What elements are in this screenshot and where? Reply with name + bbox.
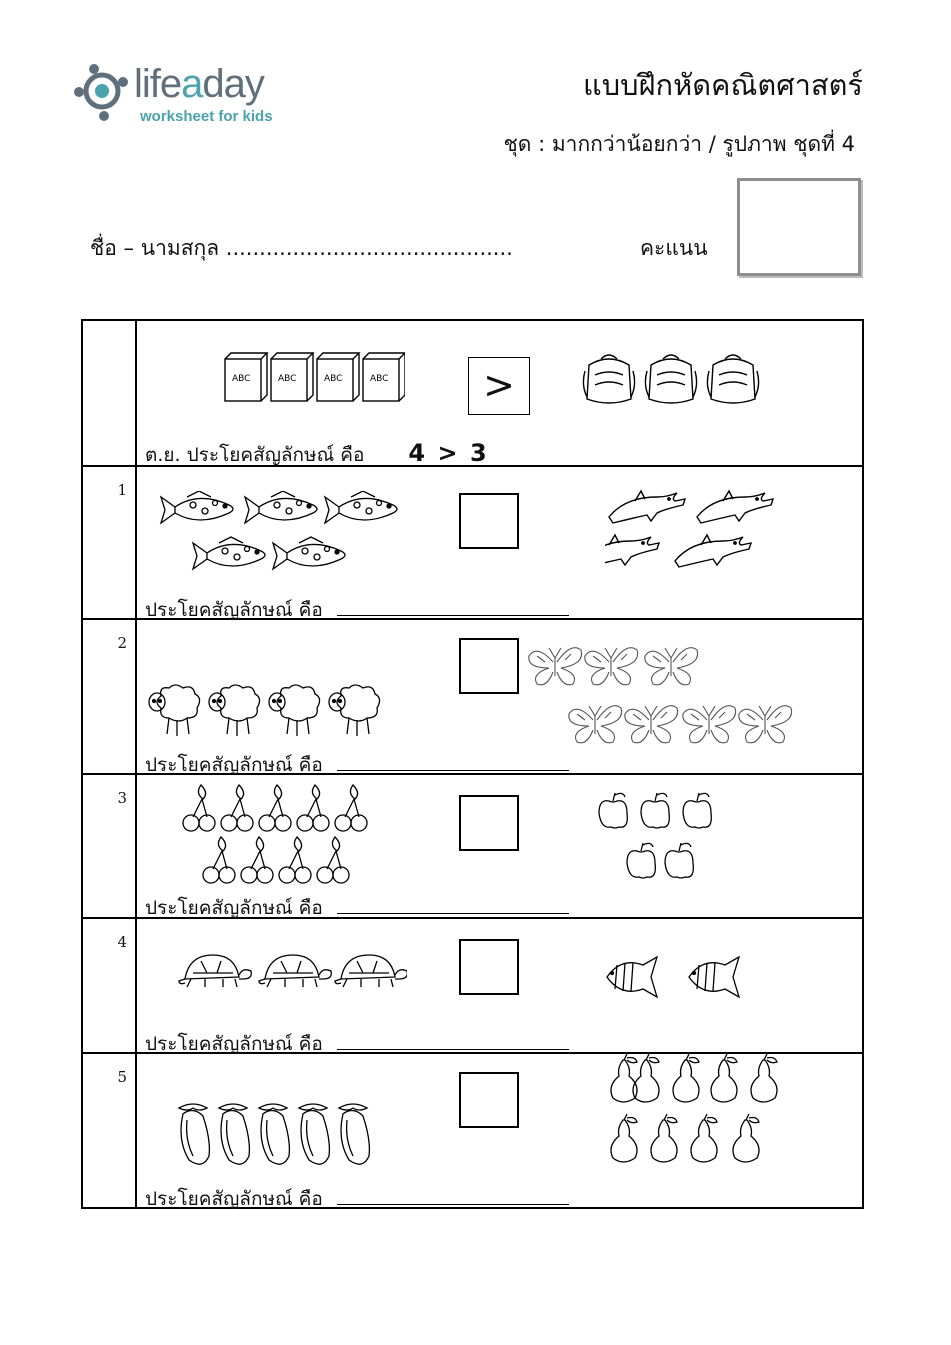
question-row bbox=[82, 1053, 863, 1208]
sentence-label: ประโยคสัญลักษณ์ คือ bbox=[145, 897, 323, 919]
sentence-label: ประโยคสัญลักษณ์ คือ bbox=[145, 599, 323, 621]
logo-wordmark: lifeaday bbox=[134, 62, 264, 106]
score-label: คะแนน bbox=[640, 236, 708, 260]
question-cell bbox=[136, 466, 863, 619]
butterfly-group bbox=[527, 642, 797, 750]
dolphin-icons bbox=[605, 487, 805, 575]
apple-group bbox=[595, 791, 719, 885]
answer-box[interactable] bbox=[459, 1072, 519, 1128]
logo-molecule-icon bbox=[72, 60, 132, 122]
question-cell bbox=[136, 774, 863, 918]
question-number: 1 bbox=[117, 481, 127, 499]
sheep-icons bbox=[147, 682, 387, 742]
question-number: 2 bbox=[117, 634, 127, 652]
sentence-label: ประโยคสัญลักษณ์ คือ bbox=[145, 754, 323, 776]
striped-fish-group bbox=[603, 955, 747, 1001]
question-number-cell bbox=[82, 774, 136, 918]
question-number: 5 bbox=[117, 1068, 127, 1086]
question-number: 4 bbox=[117, 933, 127, 951]
question-row bbox=[82, 466, 863, 619]
pear-group bbox=[603, 1054, 783, 1170]
example-number-cell bbox=[82, 320, 136, 466]
answer-line[interactable] bbox=[337, 1188, 569, 1205]
question-row bbox=[82, 619, 863, 774]
page-subtitle: ชุด : มากกว่าน้อยกว่า / รูปภาพ ชุดที่ 4 bbox=[503, 132, 855, 156]
cherry-icons bbox=[181, 781, 381, 885]
mango-icons bbox=[173, 1100, 383, 1170]
sentence-label: ประโยคสัญลักษณ์ คือ bbox=[145, 1188, 323, 1210]
example-symbol-box: > bbox=[468, 357, 530, 415]
fish-group bbox=[159, 491, 409, 577]
example-sentence-label: ประโยคสัญลักษณ์ คือ bbox=[186, 444, 365, 466]
fish-icons bbox=[159, 491, 409, 577]
mango-group bbox=[173, 1100, 383, 1170]
question-sentence bbox=[145, 1184, 569, 1214]
dolphin-group bbox=[605, 487, 805, 575]
question-number-cell bbox=[82, 918, 136, 1053]
logo-tagline: worksheet for kids bbox=[140, 108, 273, 125]
svg-text:ABC: ABC bbox=[232, 374, 251, 384]
question-number-cell bbox=[82, 1053, 136, 1208]
worksheet-table bbox=[81, 319, 864, 1209]
book-icons bbox=[221, 351, 405, 407]
bag-icons bbox=[581, 351, 767, 407]
turtle-group bbox=[177, 949, 407, 995]
question-row bbox=[82, 774, 863, 918]
sheep-group bbox=[147, 682, 387, 742]
question-number-cell bbox=[82, 466, 136, 619]
question-cell bbox=[136, 619, 863, 774]
question-row bbox=[82, 918, 863, 1053]
lifeaday-logo bbox=[72, 58, 312, 128]
book-group bbox=[221, 351, 405, 407]
turtle-icons bbox=[177, 949, 407, 995]
score-box[interactable] bbox=[737, 178, 861, 276]
answer-line[interactable] bbox=[337, 754, 569, 771]
answer-box[interactable] bbox=[459, 939, 519, 995]
question-number-cell bbox=[82, 619, 136, 774]
butterfly-icons bbox=[527, 642, 797, 750]
student-name-field[interactable]: ชื่อ – นามสกุล ........................................... bbox=[90, 236, 513, 260]
cherry-group bbox=[181, 781, 381, 885]
sentence-label: ประโยคสัญลักษณ์ คือ bbox=[145, 1033, 323, 1055]
answer-box[interactable] bbox=[459, 795, 519, 851]
answer-line[interactable] bbox=[337, 1033, 569, 1050]
bag-group bbox=[581, 351, 767, 407]
striped-fish-icons bbox=[603, 955, 747, 1001]
example-cell bbox=[136, 320, 863, 466]
pear-icons bbox=[603, 1054, 783, 1170]
page-title: แบบฝึกหัดคณิตศาสตร์ bbox=[583, 68, 863, 102]
answer-box[interactable] bbox=[459, 638, 519, 694]
apple-icons bbox=[595, 791, 719, 885]
answer-line[interactable] bbox=[337, 599, 569, 616]
question-cell bbox=[136, 1053, 863, 1208]
example-answer: 4 > 3 bbox=[408, 439, 489, 467]
example-row bbox=[82, 320, 863, 466]
answer-line[interactable] bbox=[337, 897, 569, 914]
answer-box[interactable] bbox=[459, 493, 519, 549]
example-prefix: ต.ย. bbox=[145, 444, 181, 466]
question-cell bbox=[136, 918, 863, 1053]
question-number: 3 bbox=[117, 789, 127, 807]
